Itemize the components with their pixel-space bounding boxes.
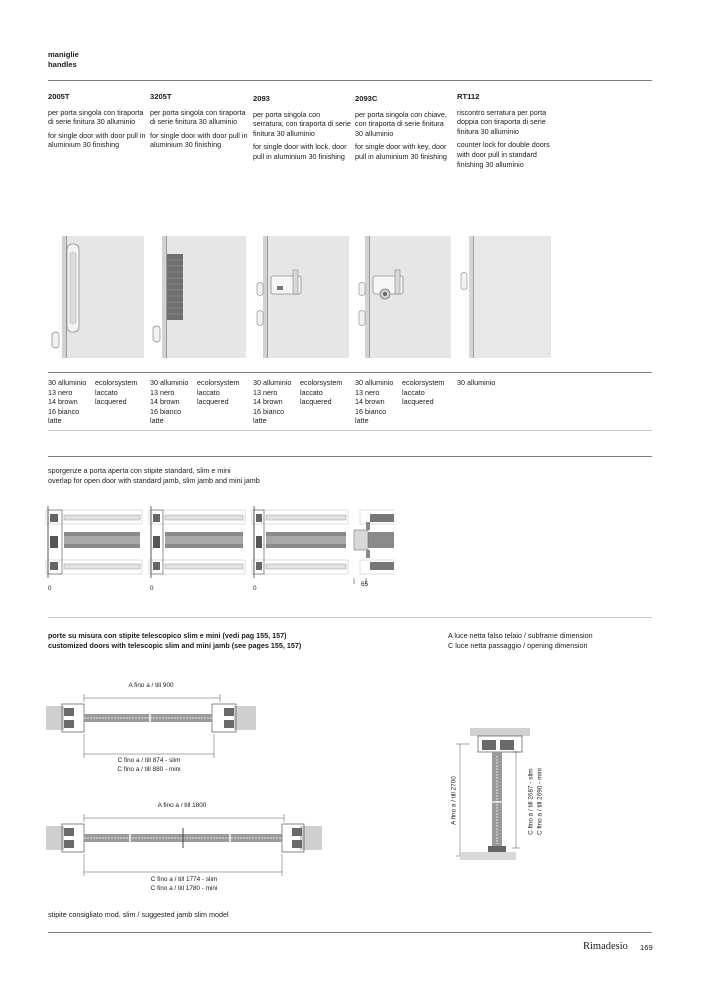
product-desc-en: for single door with door pull in aluminium 30 finishing	[150, 130, 248, 150]
product-desc-it: per porta singola con tiraporta di serie finitura 30 alluminio	[150, 107, 246, 127]
finish-list	[457, 378, 495, 388]
product-code: RT112	[457, 92, 480, 101]
finish-item: ecolorsystem	[95, 378, 138, 387]
product-desc-en: counter lock for double doors with door pull in standard finishing 30 alluminio	[457, 140, 550, 169]
finish-item: lacquered	[95, 397, 127, 407]
finish-item: laccato	[402, 387, 425, 397]
divider	[48, 932, 652, 933]
divider	[48, 430, 652, 431]
vert-a-label: A fino a / till 2700	[450, 776, 458, 825]
finish-item: 13 nero	[355, 387, 380, 397]
overlap-value: 0	[253, 585, 257, 592]
product-code: 2093C	[355, 94, 378, 103]
divider	[48, 617, 652, 618]
product-column	[48, 92, 146, 150]
double-c-mini: C fino a / till 1780 - mini	[150, 884, 218, 892]
section-title	[48, 50, 79, 70]
jamb-section-slim	[149, 506, 245, 578]
finish-item: latte	[253, 416, 267, 426]
finish-item: 16 bianco	[48, 406, 80, 416]
dimension-legend	[448, 631, 593, 650]
finish-item: latte	[48, 416, 62, 426]
product-desc-it: per porta singola con chiave, con tiraporta di serie finitura 30 alluminio	[355, 109, 447, 138]
section-title-it: maniglie	[48, 50, 79, 59]
vert-c-mini: C fino a / till 2690 - mini	[536, 768, 543, 835]
finish-item: lacquered	[197, 397, 229, 407]
handle-2005t-photo	[48, 236, 144, 358]
finish-item: laccato	[197, 387, 220, 397]
overlap-caption-en: overlap for open door with standard jamb, slim jamb and mini jamb	[48, 475, 260, 485]
product-column	[150, 92, 248, 150]
product-desc-en: for single door with door pull in aluminium 30 finishing	[48, 130, 146, 150]
finish-list	[48, 378, 138, 426]
double-a-label: A fino a / till 1800	[157, 802, 207, 809]
finish-item: 16 bianco	[355, 406, 387, 416]
handle-2093c-photo	[355, 236, 451, 358]
single-door-plan	[46, 690, 256, 760]
finish-item: 30 alluminio	[48, 378, 87, 387]
overlap-value: 65	[361, 581, 369, 588]
overlap-caption-it: sporgenze a porta aperta con stipite standard, slim e mini	[48, 466, 231, 475]
jamb-section-handle	[354, 510, 394, 584]
overlap-value: 0	[150, 585, 154, 592]
product-desc-it: per porta singola con tiraporta di serie finitura 30 alluminio	[48, 107, 144, 127]
finish-list	[150, 378, 240, 426]
finish-item: 30 alluminio	[457, 378, 496, 387]
page-number: 169	[640, 943, 653, 952]
custom-caption-en: customized doors with telescopic slim and mini jamb (see pages 155, 157)	[48, 640, 302, 650]
product-code: 3205T	[150, 92, 172, 101]
finish-item: ecolorsystem	[402, 378, 445, 387]
jamb-section-standard	[46, 506, 142, 578]
overlap-value: 0	[48, 585, 52, 592]
finish-item: 30 alluminio	[355, 378, 394, 387]
finish-item: ecolorsystem	[197, 378, 240, 387]
finish-item: 13 nero	[150, 387, 175, 397]
product-code: 2093	[253, 94, 270, 103]
finish-item: 14 brown	[48, 397, 78, 407]
vert-c-slim: C fino a / till 2687 - slim	[527, 768, 535, 835]
finish-item: 14 brown	[253, 397, 283, 407]
divider	[48, 456, 652, 457]
custom-caption-it: porte su misura con stipite telescopico slim e mini (vedi pag 155, 157)	[48, 631, 287, 640]
finish-list	[355, 378, 445, 426]
finish-item: 14 brown	[355, 397, 385, 407]
single-a-label: A fino a / till 900	[128, 682, 174, 689]
double-door-plan	[46, 810, 322, 878]
jamb-note: stipite consigliato mod. slim / suggested jamb slim model	[48, 910, 229, 919]
finish-item: 16 bianco	[150, 406, 182, 416]
brand-logo: Rimadesio	[583, 941, 628, 952]
single-c-slim: C fino a / till 874 - slim	[117, 757, 181, 764]
product-desc-en: for single door with lock, door pull in aluminium 30 finishing	[253, 142, 347, 161]
finish-item: 14 brown	[150, 397, 180, 407]
finish-item: lacquered	[402, 397, 434, 407]
finish-item: latte	[355, 416, 369, 426]
product-column	[355, 94, 453, 162]
overlap-jamb-diagrams	[44, 506, 394, 584]
overlap-caption	[48, 466, 260, 485]
handle-3205t-photo	[150, 236, 246, 358]
finish-item: lacquered	[300, 397, 332, 407]
divider	[48, 80, 652, 81]
handle-2093-photo	[253, 236, 349, 358]
single-c-mini: C fino a / till 880 - mini	[117, 765, 181, 773]
finish-item: 16 bianco	[253, 406, 285, 416]
product-desc-it: per porta singola con serratura, con tiraporta di serie finitura 30 alluminio	[253, 109, 351, 138]
finish-item: latte	[150, 416, 164, 426]
single-c-labels	[84, 757, 214, 774]
product-code: 2005T	[48, 92, 70, 101]
divider	[48, 372, 652, 373]
product-desc-it: riscontro serratura per porta doppia con tiraporta di serie finitura 30 alluminio	[457, 107, 547, 136]
finish-list	[253, 378, 343, 426]
finish-item: laccato	[95, 387, 118, 397]
jamb-section-mini	[252, 506, 348, 578]
finish-item: 13 nero	[48, 387, 73, 397]
double-c-slim: C fino a / till 1774 - slim	[150, 876, 218, 883]
finish-item: 30 alluminio	[253, 378, 292, 387]
legend-a: A luce netta falso telaio / subframe dimension	[448, 631, 593, 640]
finish-item: 13 nero	[253, 387, 278, 397]
double-c-labels	[84, 876, 284, 893]
product-desc-en: for single door with key, door pull in aluminium 30 finishing	[355, 142, 447, 161]
vert-c-labels	[527, 752, 544, 852]
finish-item: laccato	[300, 387, 323, 397]
product-column	[253, 94, 351, 162]
custom-caption	[48, 631, 428, 650]
product-column	[457, 92, 555, 169]
finish-item: ecolorsystem	[300, 378, 343, 387]
finish-item: 30 alluminio	[150, 378, 189, 387]
handle-rt112-photo	[457, 236, 551, 358]
section-title-en: handles	[48, 60, 77, 69]
legend-c: C luce netta passaggio / opening dimension	[448, 640, 588, 650]
